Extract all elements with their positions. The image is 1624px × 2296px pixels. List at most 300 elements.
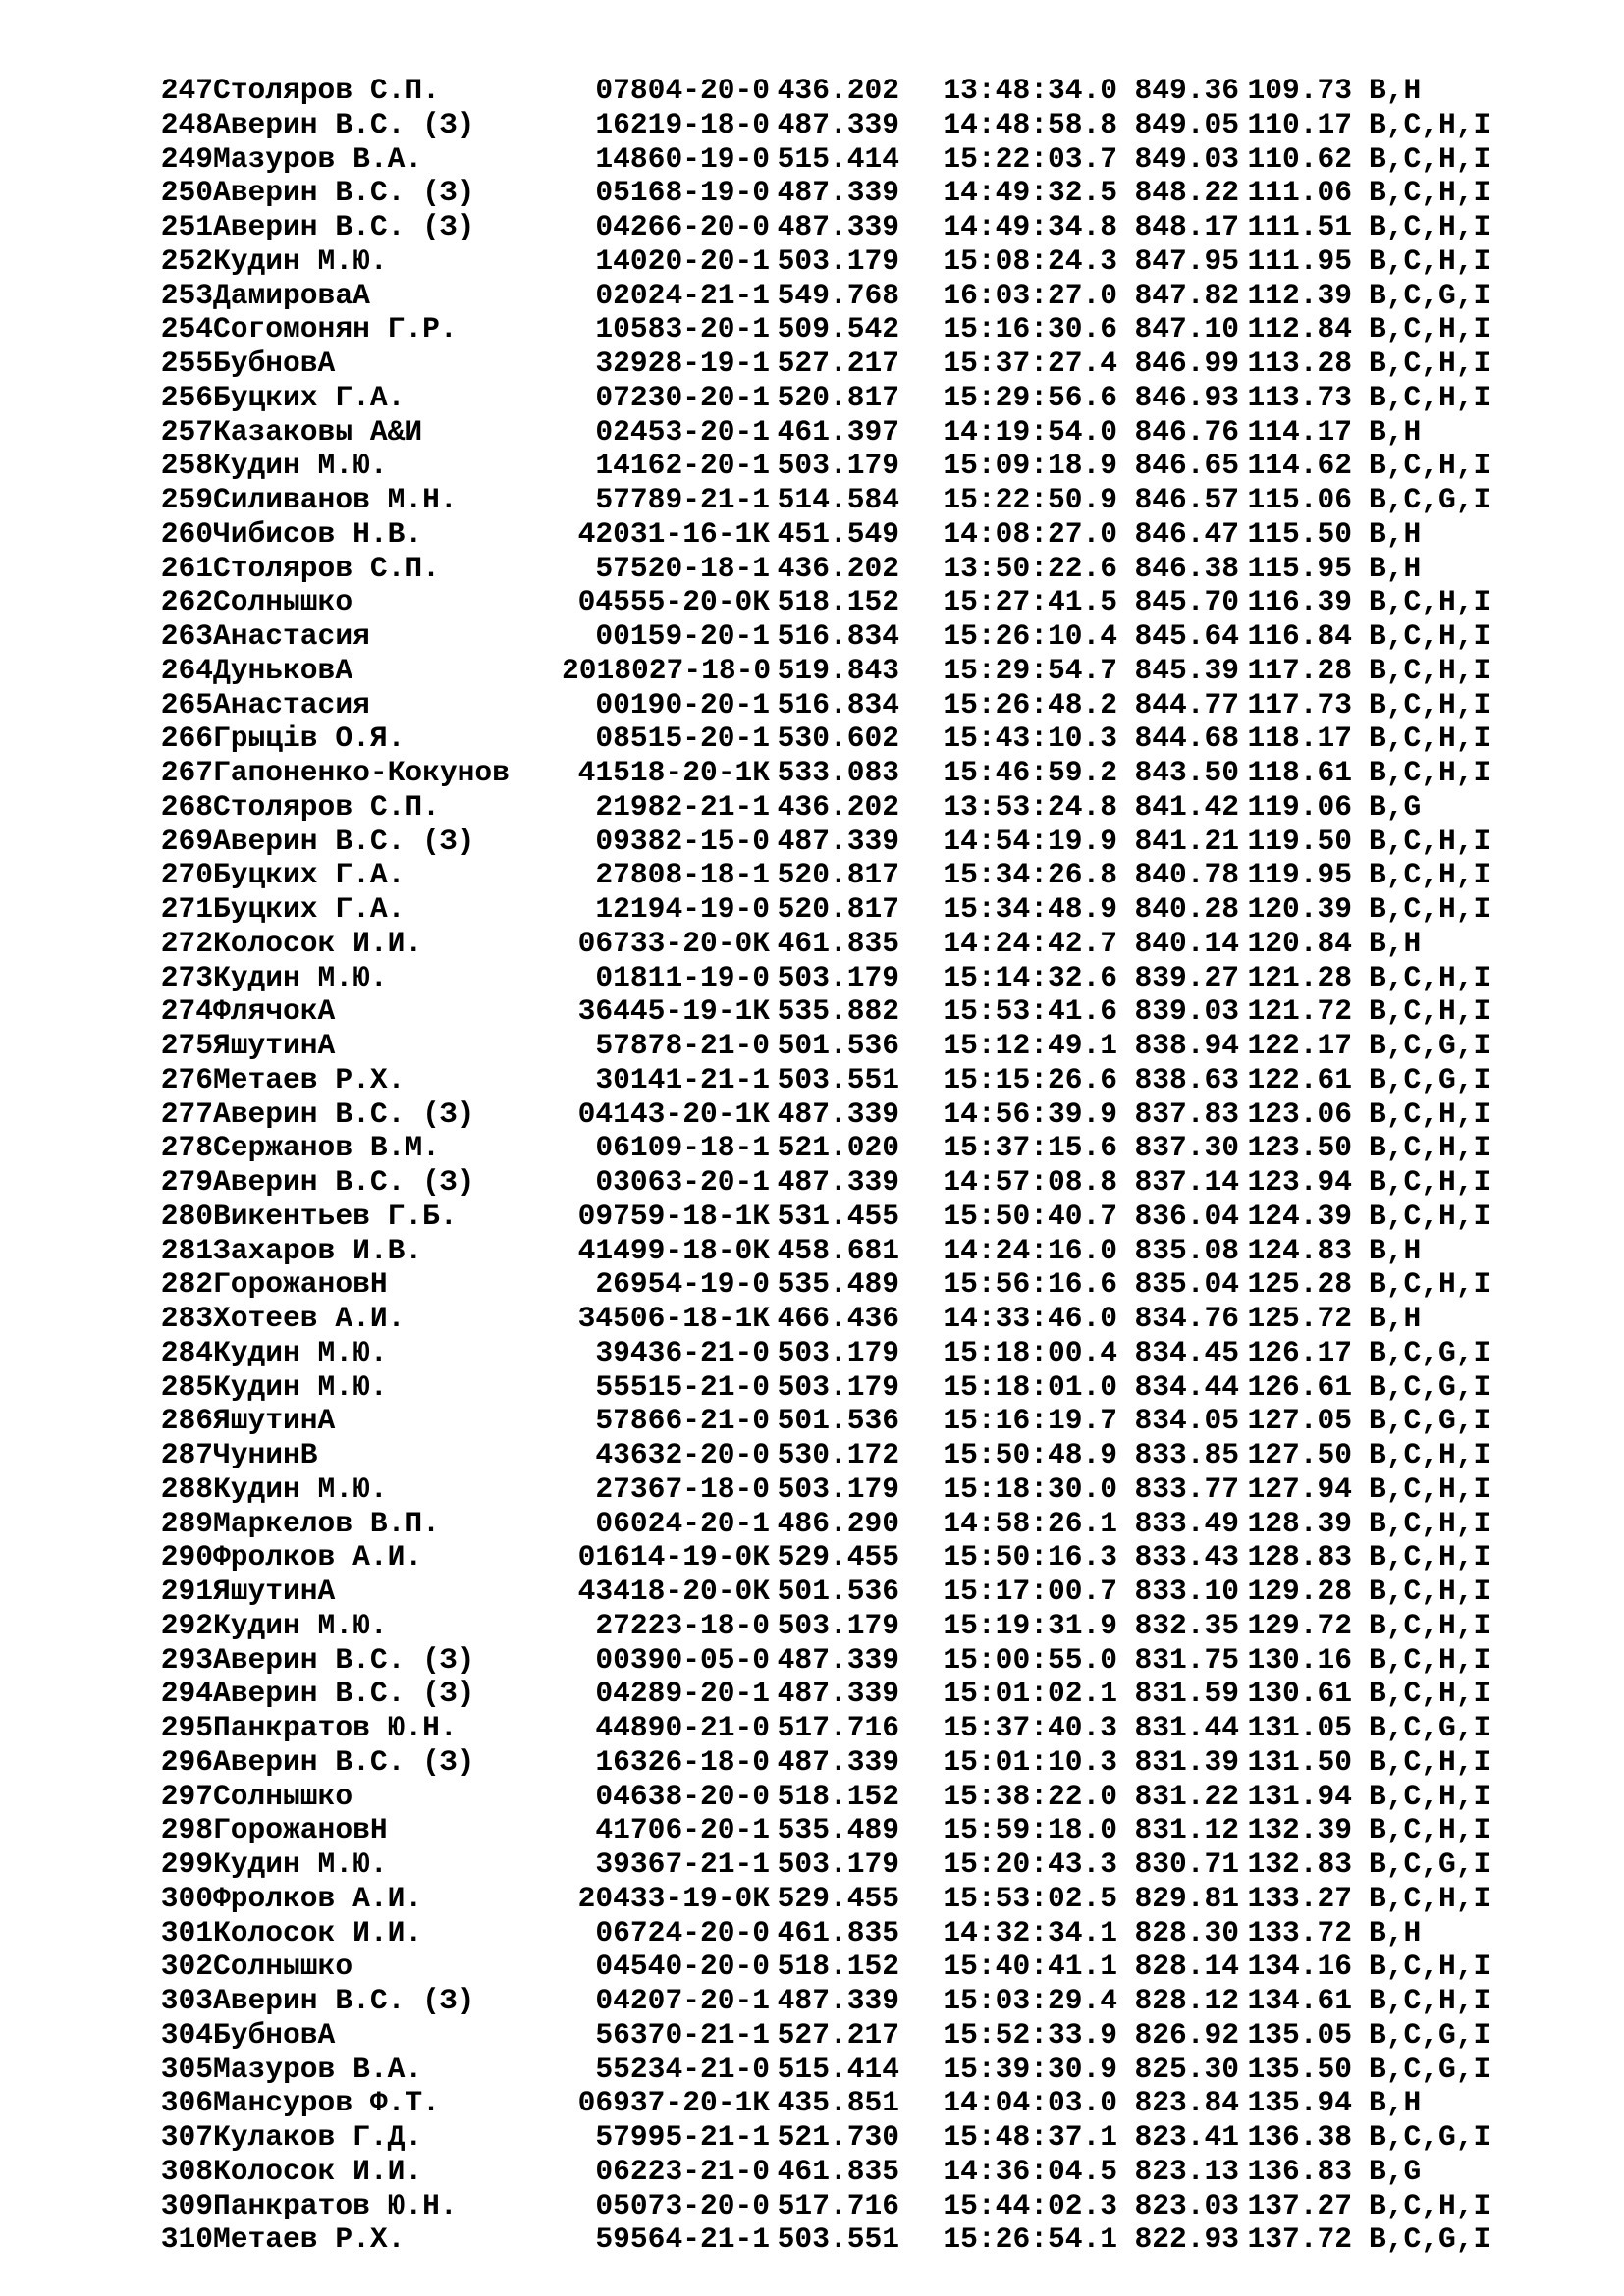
fancier-name: Панкратов Ю.Н.	[213, 1711, 458, 1744]
position-number: 264	[160, 653, 213, 687]
position-number: 308	[160, 2154, 213, 2188]
table-row	[143, 1780, 1624, 1814]
speed: 838.63	[1134, 1062, 1239, 1096]
fancier-name: Аверин В.С. (З)	[213, 1744, 475, 1779]
arrival-time: 15:34:26.8	[943, 858, 1117, 892]
fancier-name: Буцких Г.А.	[213, 380, 406, 414]
points: 121.28	[1247, 960, 1352, 994]
ring-number: 21982-21-1	[595, 789, 770, 824]
categories: B,C,H,I	[1369, 1267, 1491, 1302]
arrival-time: 13:53:24.8	[943, 789, 1117, 824]
arrival-time: 15:22:50.9	[943, 483, 1117, 516]
ring-number: 06109-18-1	[595, 1131, 770, 1165]
table-row	[143, 721, 1624, 756]
arrival-time: 15:37:15.6	[943, 1131, 1117, 1165]
table-row	[143, 1609, 1624, 1643]
speed: 839.27	[1134, 960, 1239, 994]
arrival-time: 15:39:30.9	[943, 2052, 1117, 2086]
categories: B,C,H,I	[1369, 380, 1491, 414]
categories: B,C,G,I	[1369, 2052, 1491, 2086]
table-row	[143, 1404, 1624, 1438]
fancier-name: Аверин В.С. (З)	[213, 1642, 475, 1677]
table-row	[143, 654, 1624, 688]
position-number: 269	[160, 824, 213, 858]
distance: 503.179	[777, 960, 899, 994]
points: 116.39	[1247, 585, 1352, 619]
table-row	[143, 858, 1624, 892]
distance: 516.834	[777, 619, 899, 653]
speed: 836.04	[1134, 1199, 1239, 1233]
categories: B,C,H,I	[1369, 1677, 1491, 1711]
categories: B,C,H,I	[1369, 1199, 1491, 1233]
ring-number: 10583-20-1	[595, 312, 770, 347]
table-row	[143, 517, 1624, 552]
distance: 515.414	[777, 141, 899, 176]
position-number: 288	[160, 1471, 213, 1506]
categories: B,H	[1369, 2086, 1422, 2120]
fancier-name: Викентьев Г.Б.	[213, 1199, 458, 1233]
distance: 501.536	[777, 1404, 899, 1438]
arrival-time: 15:38:22.0	[943, 1779, 1117, 1813]
points: 130.61	[1247, 1677, 1352, 1711]
ring-number: 12194-19-0	[595, 892, 770, 926]
ring-number: 02024-21-1	[595, 278, 770, 312]
position-number: 261	[160, 551, 213, 585]
categories: B,H	[1369, 414, 1422, 449]
ring-number: 16219-18-0	[595, 107, 770, 141]
speed: 845.64	[1134, 619, 1239, 653]
ring-number: 06223-21-0	[595, 2154, 770, 2188]
fancier-name: Аверин В.С. (З)	[213, 1677, 475, 1711]
position-number: 272	[160, 926, 213, 960]
points: 127.50	[1247, 1438, 1352, 1471]
fancier-name: Аверин В.С. (З)	[213, 107, 475, 141]
points: 132.83	[1247, 1847, 1352, 1881]
arrival-time: 14:08:27.0	[943, 516, 1117, 551]
fancier-name: Колосок И.И.	[213, 926, 423, 960]
arrival-time: 15:53:41.6	[943, 994, 1117, 1029]
fancier-name: Аверин В.С. (З)	[213, 210, 475, 243]
position-number: 302	[160, 1949, 213, 1984]
arrival-time: 15:14:32.6	[943, 960, 1117, 994]
speed: 849.36	[1134, 74, 1239, 107]
points: 119.95	[1247, 858, 1352, 892]
points: 114.17	[1247, 414, 1352, 449]
position-number: 283	[160, 1302, 213, 1335]
position-number: 298	[160, 1813, 213, 1847]
position-number: 301	[160, 1915, 213, 1949]
position-number: 306	[160, 2086, 213, 2120]
arrival-time: 15:50:40.7	[943, 1199, 1117, 1233]
categories: B,C,H,I	[1369, 1096, 1491, 1131]
speed: 835.04	[1134, 1267, 1239, 1302]
table-row	[143, 1029, 1624, 1063]
fancier-name: Маркелов В.П.	[213, 1506, 440, 1540]
position-number: 273	[160, 960, 213, 994]
categories: B,C,H,I	[1369, 347, 1491, 380]
position-number: 297	[160, 1779, 213, 1813]
ring-number: 02453-20-1	[595, 414, 770, 449]
speed: 846.76	[1134, 414, 1239, 449]
ring-number: 27367-18-0	[595, 1471, 770, 1506]
ring-number: 04638-20-0	[595, 1779, 770, 1813]
fancier-name: БубновА	[213, 347, 336, 380]
position-number: 291	[160, 1575, 213, 1608]
ring-number: 07804-20-0	[595, 74, 770, 107]
points: 130.16	[1247, 1642, 1352, 1677]
ring-number: 55234-21-0	[595, 2052, 770, 2086]
ring-number: 44890-21-0	[595, 1711, 770, 1744]
categories: B,C,G,I	[1369, 1029, 1491, 1062]
distance: 518.152	[777, 585, 899, 619]
position-number: 289	[160, 1506, 213, 1540]
points: 137.72	[1247, 2222, 1352, 2257]
categories: B,C,H,I	[1369, 1779, 1491, 1813]
fancier-name: Солнышко	[213, 1949, 353, 1984]
speed: 840.78	[1134, 858, 1239, 892]
fancier-name: ЯшутинА	[213, 1575, 336, 1608]
points: 135.94	[1247, 2086, 1352, 2120]
ring-number: 57520-18-1	[595, 551, 770, 585]
distance: 530.602	[777, 721, 899, 756]
distance: 451.549	[777, 516, 899, 551]
categories: B,C,H,I	[1369, 1165, 1491, 1199]
fancier-name: Захаров И.В.	[213, 1233, 423, 1267]
ring-number: 06024-20-1	[595, 1506, 770, 1540]
fancier-name: Хотеев А.И.	[213, 1302, 406, 1335]
fancier-name: Кулаков Г.Д.	[213, 2120, 423, 2154]
distance: 503.179	[777, 1608, 899, 1642]
speed: 831.59	[1134, 1677, 1239, 1711]
speed: 844.68	[1134, 721, 1239, 756]
speed: 834.45	[1134, 1335, 1239, 1369]
speed: 831.75	[1134, 1642, 1239, 1677]
distance: 487.339	[777, 1642, 899, 1677]
table-row	[143, 1643, 1624, 1678]
position-number: 268	[160, 789, 213, 824]
table-row	[143, 1745, 1624, 1780]
categories: B,C,G,I	[1369, 1369, 1491, 1404]
arrival-time: 15:15:26.6	[943, 1062, 1117, 1096]
fancier-name: ЧунинВ	[213, 1438, 318, 1471]
speed: 838.94	[1134, 1029, 1239, 1062]
position-number: 294	[160, 1677, 213, 1711]
distance: 530.172	[777, 1438, 899, 1471]
speed: 834.05	[1134, 1404, 1239, 1438]
table-row	[143, 1949, 1624, 1984]
arrival-time: 14:54:19.9	[943, 824, 1117, 858]
ring-number: 04555-20-0К	[577, 585, 770, 619]
table-row	[143, 2189, 1624, 2223]
categories: B,C,H,I	[1369, 960, 1491, 994]
position-number: 307	[160, 2120, 213, 2154]
position-number: 299	[160, 1847, 213, 1881]
fancier-name: БубновА	[213, 2017, 336, 2052]
arrival-time: 15:00:55.0	[943, 1642, 1117, 1677]
position-number: 293	[160, 1642, 213, 1677]
distance: 435.851	[777, 2086, 899, 2120]
position-number: 282	[160, 1267, 213, 1302]
distance: 436.202	[777, 551, 899, 585]
position-number: 266	[160, 721, 213, 756]
distance: 461.835	[777, 926, 899, 960]
position-number: 271	[160, 892, 213, 926]
position-number: 287	[160, 1438, 213, 1471]
arrival-time: 15:43:10.3	[943, 721, 1117, 756]
distance: 503.179	[777, 243, 899, 278]
table-row	[143, 790, 1624, 825]
table-row	[143, 1507, 1624, 1541]
points: 123.94	[1247, 1165, 1352, 1199]
categories: B,C,G,I	[1369, 1711, 1491, 1744]
fancier-name: Фролков А.И.	[213, 1540, 423, 1575]
ring-number: 00390-05-0	[595, 1642, 770, 1677]
fancier-name: ДамироваА	[213, 278, 370, 312]
table-row	[143, 1916, 1624, 1950]
categories: B,C,G,I	[1369, 2222, 1491, 2257]
fancier-name: Кудин М.Ю.	[213, 960, 388, 994]
speed: 831.12	[1134, 1813, 1239, 1847]
position-number: 254	[160, 312, 213, 347]
categories: B,C,G,I	[1369, 1847, 1491, 1881]
ring-number: 04207-20-1	[595, 1984, 770, 2017]
distance: 501.536	[777, 1575, 899, 1608]
table-row	[143, 2222, 1624, 2257]
arrival-time: 15:18:00.4	[943, 1335, 1117, 1369]
speed: 833.77	[1134, 1471, 1239, 1506]
arrival-time: 13:50:22.6	[943, 551, 1117, 585]
ring-number: 41499-18-0К	[577, 1233, 770, 1267]
distance: 529.455	[777, 1881, 899, 1915]
ring-number: 00190-20-1	[595, 687, 770, 721]
fancier-name: Солнышко	[213, 585, 353, 619]
speed: 835.08	[1134, 1233, 1239, 1267]
categories: B,C,H,I	[1369, 756, 1491, 789]
categories: B,C,H,I	[1369, 619, 1491, 653]
distance: 521.730	[777, 2120, 899, 2154]
categories: B,C,H,I	[1369, 1471, 1491, 1506]
categories: B,C,G,I	[1369, 483, 1491, 516]
ring-number: 04266-20-0	[595, 210, 770, 243]
table-row	[143, 1370, 1624, 1405]
categories: B,C,H,I	[1369, 585, 1491, 619]
points: 116.84	[1247, 619, 1352, 653]
categories: B,C,G,I	[1369, 1062, 1491, 1096]
points: 112.39	[1247, 278, 1352, 312]
speed: 848.22	[1134, 176, 1239, 210]
categories: B,C,H,I	[1369, 243, 1491, 278]
fancier-name: ГорожановН	[213, 1267, 388, 1302]
distance: 519.843	[777, 653, 899, 687]
distance: 503.179	[777, 1847, 899, 1881]
table-row	[143, 312, 1624, 347]
position-number: 296	[160, 1744, 213, 1779]
distance: 436.202	[777, 74, 899, 107]
distance: 487.339	[777, 1984, 899, 2017]
arrival-time: 15:27:41.5	[943, 585, 1117, 619]
points: 120.84	[1247, 926, 1352, 960]
categories: B,C,H,I	[1369, 2188, 1491, 2222]
position-number: 290	[160, 1540, 213, 1575]
distance: 517.716	[777, 2188, 899, 2222]
categories: B,C,H,I	[1369, 107, 1491, 141]
ring-number: 27808-18-1	[595, 858, 770, 892]
fancier-name: Метаев Р.Х.	[213, 1062, 406, 1096]
speed: 833.43	[1134, 1540, 1239, 1575]
distance: 503.179	[777, 1335, 899, 1369]
ring-number: 32928-19-1	[595, 347, 770, 380]
position-number: 300	[160, 1881, 213, 1915]
arrival-time: 14:36:04.5	[943, 2154, 1117, 2188]
distance: 515.414	[777, 2052, 899, 2086]
fancier-name: Чибисов Н.В.	[213, 516, 423, 551]
categories: B,G	[1369, 789, 1422, 824]
distance: 461.397	[777, 414, 899, 449]
categories: B,C,H,I	[1369, 1540, 1491, 1575]
table-row	[143, 449, 1624, 483]
position-number: 263	[160, 619, 213, 653]
ring-number: 14162-20-1	[595, 449, 770, 483]
arrival-time: 14:58:26.1	[943, 1506, 1117, 1540]
position-number: 292	[160, 1608, 213, 1642]
points: 111.95	[1247, 243, 1352, 278]
distance: 487.339	[777, 824, 899, 858]
table-row	[143, 1472, 1624, 1507]
fancier-name: Силиванов М.Н.	[213, 483, 458, 516]
position-number: 280	[160, 1199, 213, 1233]
arrival-time: 15:12:49.1	[943, 1029, 1117, 1062]
fancier-name: ЯшутинА	[213, 1404, 336, 1438]
speed: 823.13	[1134, 2154, 1239, 2188]
fancier-name: Кудин М.Ю.	[213, 1847, 388, 1881]
points: 127.05	[1247, 1404, 1352, 1438]
distance: 521.020	[777, 1131, 899, 1165]
table-row	[143, 2053, 1624, 2087]
speed: 846.93	[1134, 380, 1239, 414]
categories: B,H	[1369, 516, 1422, 551]
points: 127.94	[1247, 1471, 1352, 1506]
speed: 848.17	[1134, 210, 1239, 243]
position-number: 260	[160, 516, 213, 551]
points: 110.62	[1247, 141, 1352, 176]
arrival-time: 15:16:19.7	[943, 1404, 1117, 1438]
points: 119.06	[1247, 789, 1352, 824]
speed: 847.95	[1134, 243, 1239, 278]
categories: B,C,H,I	[1369, 892, 1491, 926]
points: 135.05	[1247, 2017, 1352, 2052]
categories: B,C,H,I	[1369, 1949, 1491, 1984]
table-row	[143, 552, 1624, 586]
ring-number: 27223-18-0	[595, 1608, 770, 1642]
speed: 831.44	[1134, 1711, 1239, 1744]
speed: 828.30	[1134, 1915, 1239, 1949]
arrival-time: 15:44:02.3	[943, 2188, 1117, 2222]
table-row	[143, 961, 1624, 995]
arrival-time: 16:03:27.0	[943, 278, 1117, 312]
table-row	[143, 108, 1624, 142]
position-number: 285	[160, 1369, 213, 1404]
speed: 834.44	[1134, 1369, 1239, 1404]
position-number: 286	[160, 1404, 213, 1438]
position-number: 270	[160, 858, 213, 892]
distance: 503.179	[777, 449, 899, 483]
distance: 509.542	[777, 312, 899, 347]
points: 129.72	[1247, 1608, 1352, 1642]
position-number: 276	[160, 1062, 213, 1096]
distance: 487.339	[777, 176, 899, 210]
speed: 825.30	[1134, 2052, 1239, 2086]
ring-number: 39367-21-1	[595, 1847, 770, 1881]
distance: 549.768	[777, 278, 899, 312]
table-row	[143, 483, 1624, 517]
speed: 834.76	[1134, 1302, 1239, 1335]
distance: 535.489	[777, 1267, 899, 1302]
distance: 517.716	[777, 1711, 899, 1744]
speed: 841.42	[1134, 789, 1239, 824]
distance: 487.339	[777, 210, 899, 243]
ring-number: 04289-20-1	[595, 1677, 770, 1711]
fancier-name: Грыців О.Я.	[213, 721, 406, 756]
points: 113.73	[1247, 380, 1352, 414]
points: 115.50	[1247, 516, 1352, 551]
distance: 436.202	[777, 789, 899, 824]
ring-number: 43418-20-0К	[577, 1575, 770, 1608]
fancier-name: ГорожановН	[213, 1813, 388, 1847]
position-number: 252	[160, 243, 213, 278]
table-row	[143, 415, 1624, 450]
speed: 837.83	[1134, 1096, 1239, 1131]
arrival-time: 15:37:40.3	[943, 1711, 1117, 1744]
table-row	[143, 1165, 1624, 1200]
fancier-name: Буцких Г.А.	[213, 892, 406, 926]
distance: 487.339	[777, 1096, 899, 1131]
categories: B,C,H,I	[1369, 1131, 1491, 1165]
arrival-time: 14:57:08.8	[943, 1165, 1117, 1199]
table-row	[143, 756, 1624, 790]
table-row	[143, 1267, 1624, 1302]
fancier-name: Кудин М.Ю.	[213, 1335, 388, 1369]
fancier-name: ФлячокА	[213, 994, 336, 1029]
table-row	[143, 1336, 1624, 1370]
fancier-name: Кудин М.Ю.	[213, 243, 388, 278]
arrival-time: 13:48:34.0	[943, 74, 1117, 107]
position-number: 295	[160, 1711, 213, 1744]
speed: 849.05	[1134, 107, 1239, 141]
arrival-time: 15:20:43.3	[943, 1847, 1117, 1881]
speed: 839.03	[1134, 994, 1239, 1029]
arrival-time: 15:19:31.9	[943, 1608, 1117, 1642]
arrival-time: 15:50:48.9	[943, 1438, 1117, 1471]
distance: 503.179	[777, 1369, 899, 1404]
arrival-time: 15:26:54.1	[943, 2222, 1117, 2257]
categories: B,C,H,I	[1369, 1881, 1491, 1915]
speed: 849.03	[1134, 141, 1239, 176]
ring-number: 57878-21-0	[595, 1029, 770, 1062]
ring-number: 06937-20-1К	[577, 2086, 770, 2120]
ring-number: 20433-19-0К	[577, 1881, 770, 1915]
categories: B,C,H,I	[1369, 449, 1491, 483]
ring-number: 00159-20-1	[595, 619, 770, 653]
ring-number: 41706-20-1	[595, 1813, 770, 1847]
distance: 503.179	[777, 1471, 899, 1506]
distance: 527.217	[777, 347, 899, 380]
position-number: 267	[160, 756, 213, 789]
points: 117.73	[1247, 687, 1352, 721]
table-row	[143, 1575, 1624, 1609]
speed: 832.35	[1134, 1608, 1239, 1642]
categories: B,C,G,I	[1369, 1335, 1491, 1369]
table-row	[143, 1711, 1624, 1745]
